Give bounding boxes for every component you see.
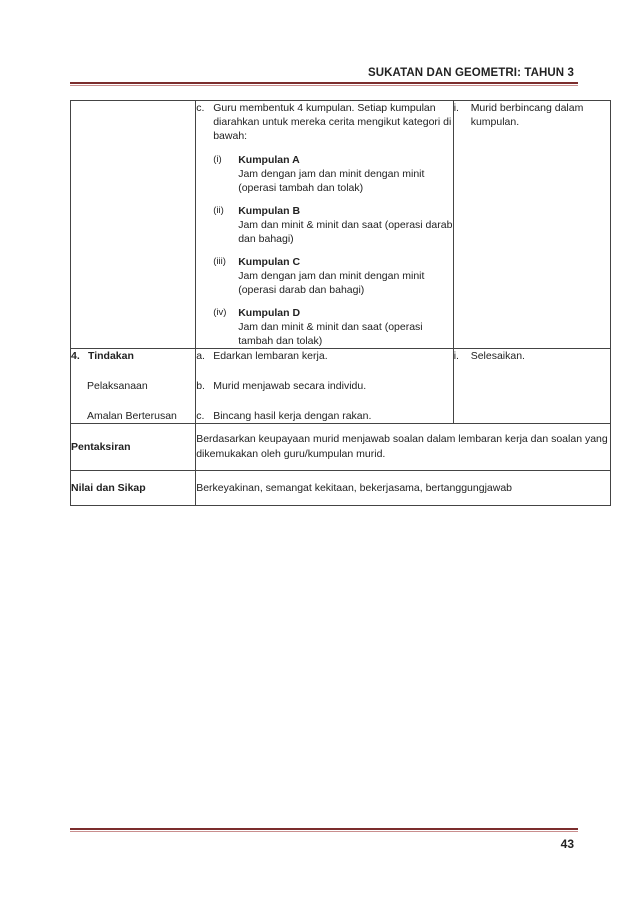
list-marker: i. — [453, 102, 459, 114]
group-item — [213, 306, 452, 348]
document-header-title: SUKATAN DAN GEOMETRI: TAHUN 3 — [367, 67, 574, 79]
group-description: Jam dengan jam dan minit dengan minit (operasi darab dan bahagi) — [238, 270, 425, 296]
header-rule — [70, 82, 578, 86]
table-row — [71, 471, 611, 506]
section-title: Tindakan — [88, 350, 134, 362]
tindakan-label-cell — [71, 349, 196, 424]
table-row — [71, 101, 611, 349]
list-item — [454, 101, 610, 129]
group-description: Jam dengan jam dan minit dengan minit (operasi tambah dan tolak) — [238, 168, 425, 194]
footer-rule — [70, 828, 578, 832]
list-text: Edarkan lembaran kerja. — [213, 350, 328, 362]
table-row — [71, 349, 611, 424]
list-marker: b. — [196, 380, 205, 392]
group-name: Kumpulan D — [238, 307, 301, 319]
list-item — [196, 101, 452, 143]
note-cell — [453, 101, 610, 349]
roman-numeral: (iv) — [213, 307, 227, 318]
list-marker: i. — [453, 350, 459, 362]
lesson-plan-table — [70, 100, 611, 506]
note-text: Selesaikan. — [470, 350, 525, 362]
pentaksiran-label: Pentaksiran — [71, 424, 196, 471]
tindakan-note-cell — [453, 349, 610, 424]
group-name: Kumpulan C — [238, 256, 301, 268]
roman-numeral: (iii) — [213, 256, 226, 267]
list-marker: a. — [196, 350, 205, 362]
note-text: Murid berbincang dalam kumpulan. — [470, 102, 584, 128]
list-text: Bincang hasil kerja dengan rakan. — [213, 410, 372, 422]
list-item — [196, 409, 452, 423]
section-subtitle: Amalan Berterusan — [87, 410, 177, 422]
empty-label-cell — [71, 101, 196, 349]
group-name: Kumpulan B — [238, 205, 301, 217]
roman-numeral: (i) — [213, 154, 222, 165]
group-description: Jam dan minit & minit dan saat (operasi darab dan bahagi) — [238, 219, 453, 245]
list-item — [196, 349, 452, 363]
group-description: Jam dan minit & minit dan saat (operasi tambah dan tolak) — [238, 321, 423, 347]
pentaksiran-text: Berdasarkan keupayaan murid menjawab soalan dalam lembaran kerja dan soalan yang dikemukakan oleh guru/kumpulan murid. — [196, 424, 611, 471]
list-item — [454, 349, 610, 363]
list-marker: c. — [196, 102, 205, 114]
table-row — [71, 424, 611, 471]
group-item — [213, 204, 452, 246]
group-item — [213, 255, 452, 297]
list-marker: c. — [196, 410, 205, 422]
group-item — [213, 153, 452, 195]
nilai-text: Berkeyakinan, semangat kekitaan, bekerjasama, bertanggungjawab — [196, 471, 611, 506]
section-number: 4. — [71, 350, 80, 362]
group-name: Kumpulan A — [238, 154, 300, 166]
activity-text: Guru membentuk 4 kumpulan. Setiap kumpulan diarahkan untuk mereka cerita mengikut kategori di bawah: — [213, 102, 452, 142]
group-list — [213, 153, 452, 348]
tindakan-activity-cell — [196, 349, 453, 424]
activity-cell — [196, 101, 453, 349]
page-number: 43 — [560, 837, 574, 851]
roman-numeral: (ii) — [213, 205, 224, 216]
nilai-label: Nilai dan Sikap — [71, 471, 196, 506]
section-subtitle: Pelaksanaan — [87, 380, 148, 392]
list-text: Murid menjawab secara individu. — [213, 380, 367, 392]
list-item — [196, 379, 452, 393]
